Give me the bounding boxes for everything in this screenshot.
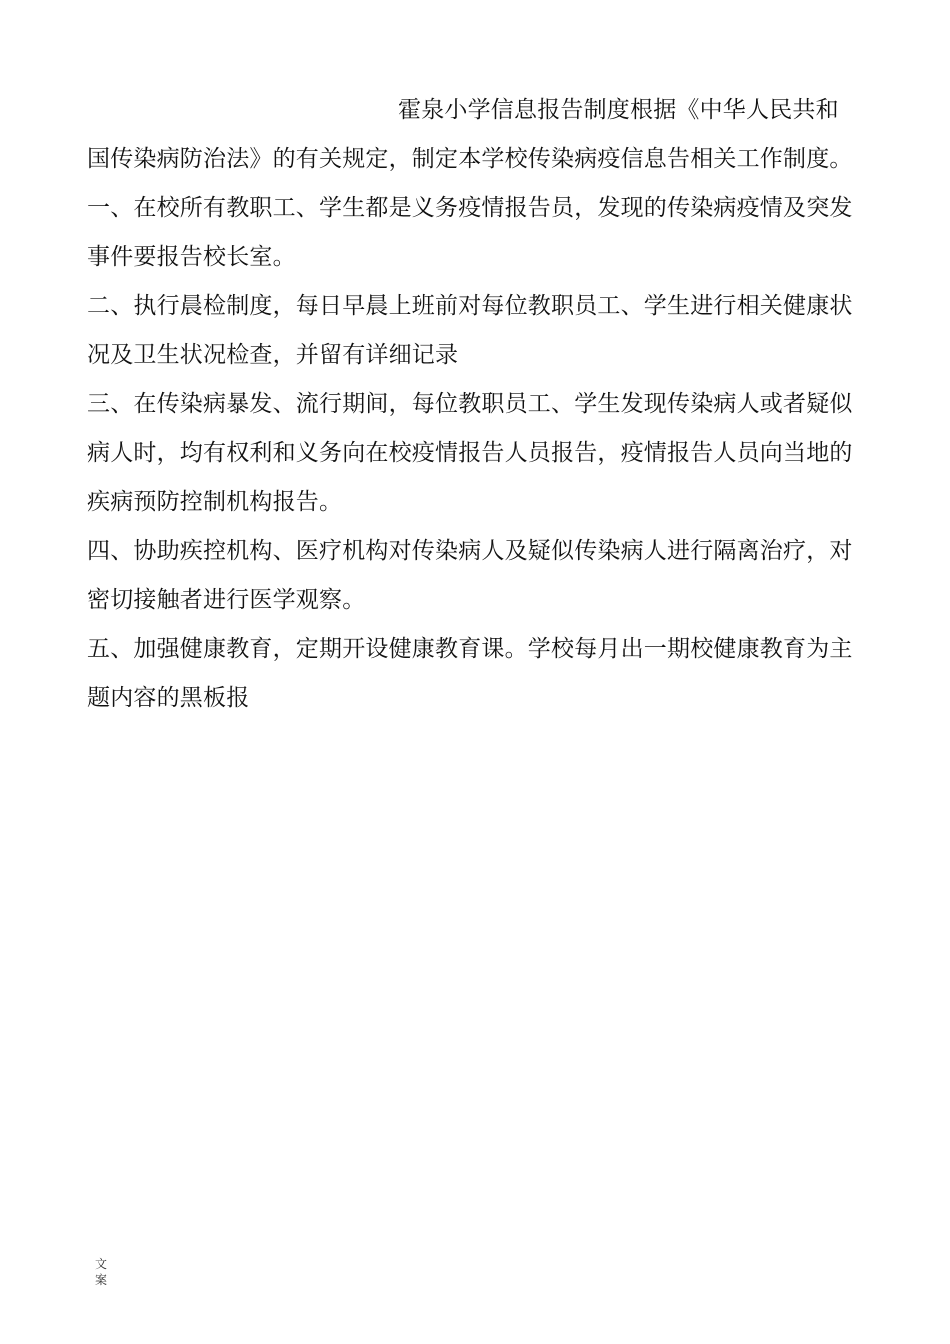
body-line: 三、在传染病暴发、流行期间，每位教职员工、学生发现传染病人或者疑似 bbox=[87, 391, 853, 417]
body-line: 病人时，均有权利和义务向在校疫情报告人员报告，疫情报告人员向当地的 bbox=[87, 440, 853, 466]
body-line: 一、在校所有教职工、学生都是义务疫情报告员，发现的传染病疫情及突发 bbox=[87, 195, 853, 221]
body-line: 四、协助疾控机构、医疗机构对传染病人及疑似传染病人进行隔离治疗，对 bbox=[87, 538, 853, 564]
body-line: 事件要报告校长室。 bbox=[87, 244, 296, 270]
body-line: 二、执行晨检制度，每日早晨上班前对每位教职员工、学生进行相关健康状 bbox=[87, 293, 853, 319]
body-line: 疾病预防控制机构报告。 bbox=[87, 489, 343, 515]
body-line: 密切接触者进行医学观察。 bbox=[87, 587, 366, 613]
footer-mark: 文案 bbox=[95, 1257, 108, 1287]
body-line: 题内容的黑板报 bbox=[87, 685, 250, 711]
title-line: 霍泉小学信息报告制度根据《中华人民共和 bbox=[398, 97, 839, 123]
body-line: 国传染病防治法》的有关规定，制定本学校传染病疫信息告相关工作制度。 bbox=[87, 146, 853, 172]
body-line: 况及卫生状况检查，并留有详细记录 bbox=[87, 342, 459, 368]
body-line: 五、加强健康教育，定期开设健康教育课。学校每月出一期校健康教育为主 bbox=[87, 636, 853, 662]
